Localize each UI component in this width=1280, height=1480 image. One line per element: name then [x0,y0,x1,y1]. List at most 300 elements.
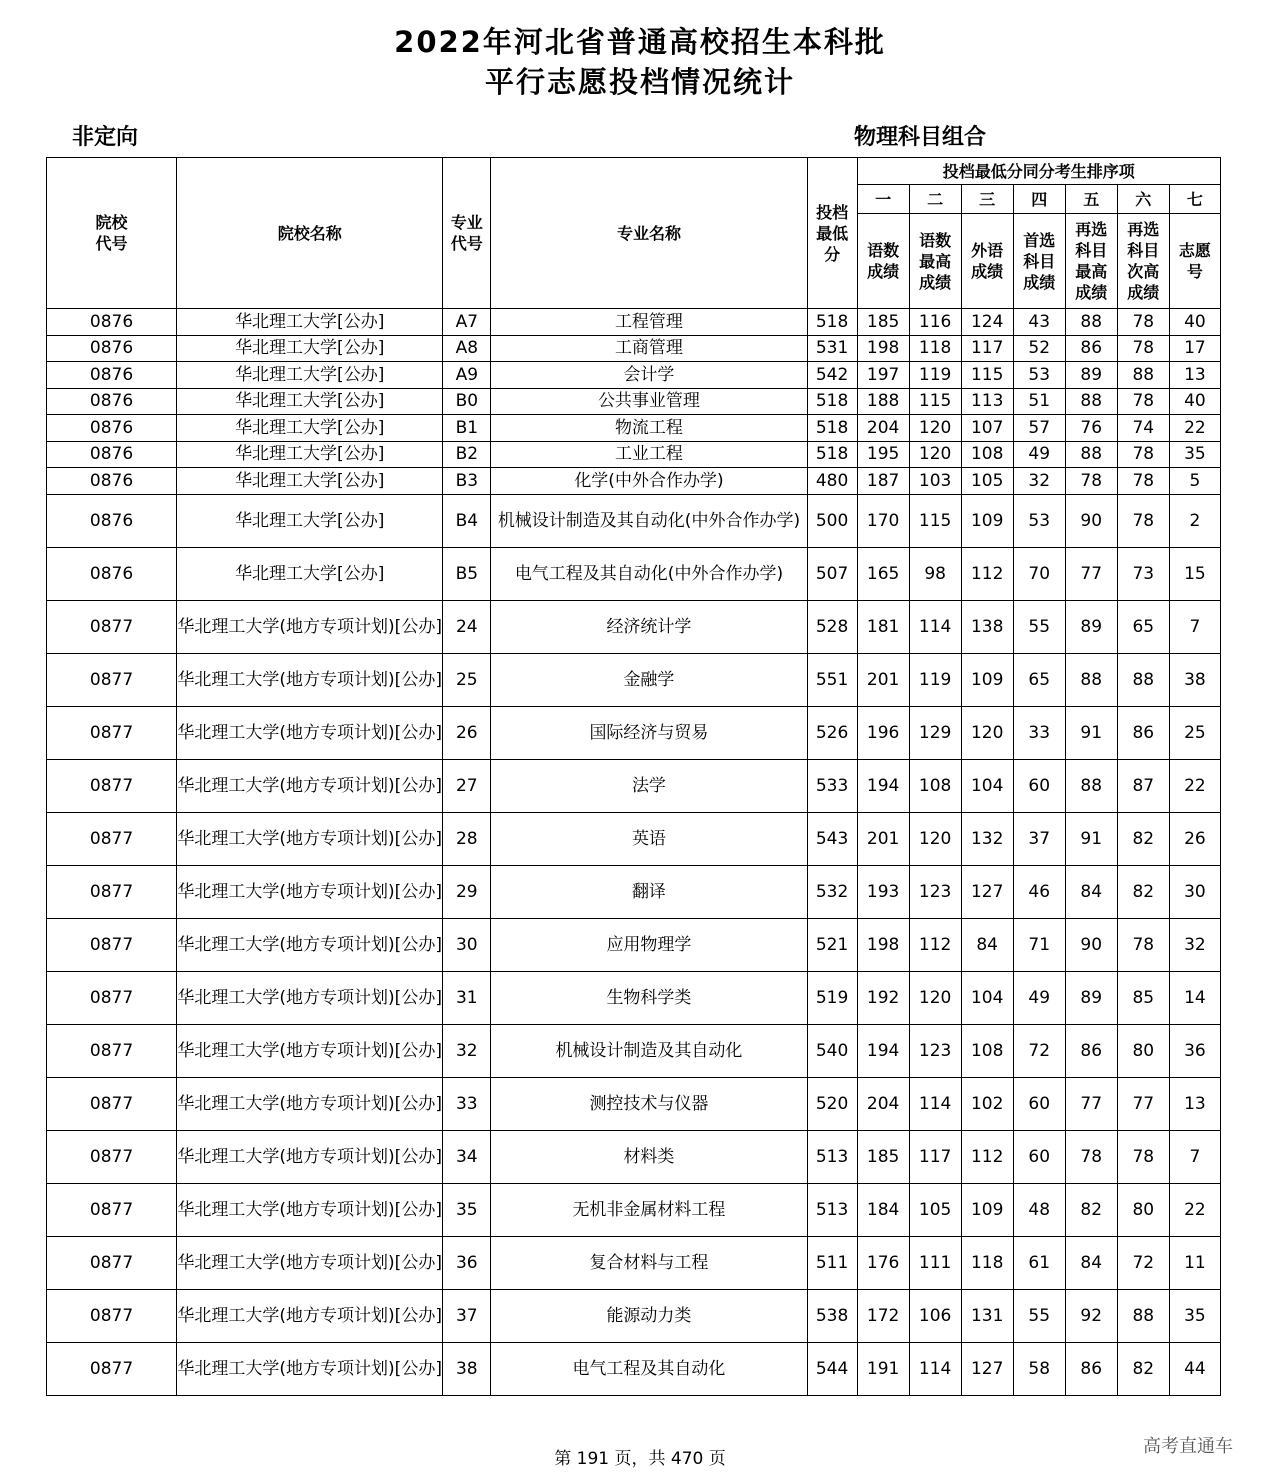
cell-major-code: B4 [443,494,491,547]
cell-school-code: 0876 [47,415,177,442]
cell-v6: 78 [1117,309,1169,336]
cell-min-score: 544 [807,1342,857,1395]
table-row [47,865,1221,918]
cell-major-name: 工程管理 [491,309,807,336]
cell-school-code: 0877 [47,918,177,971]
cell-v5: 92 [1065,1289,1117,1342]
cell-v1: 194 [857,1024,909,1077]
cell-min-score: 518 [807,309,857,336]
cell-v6: 85 [1117,971,1169,1024]
header-rank-item: 志愿号 [1169,214,1220,309]
cell-min-score: 520 [807,1077,857,1130]
cell-min-score: 480 [807,468,857,495]
cell-v4: 53 [1013,362,1065,389]
cell-v6: 82 [1117,865,1169,918]
cell-v2: 118 [909,335,961,362]
cell-school-code: 0877 [47,971,177,1024]
table-row [47,600,1221,653]
cell-major-name: 复合材料与工程 [491,1236,807,1289]
cell-v1: 176 [857,1236,909,1289]
cell-school-name: 华北理工大学(地方专项计划)[公办] [177,1289,443,1342]
cell-v4: 55 [1013,1289,1065,1342]
cell-v3: 112 [961,547,1013,600]
cell-min-score: 540 [807,1024,857,1077]
cell-min-score: 513 [807,1183,857,1236]
cell-v1: 181 [857,600,909,653]
cell-v5: 89 [1065,362,1117,389]
cell-v6: 88 [1117,362,1169,389]
cell-v6: 80 [1117,1024,1169,1077]
cell-major-name: 化学(中外合作办学) [491,468,807,495]
header-school-name: 院校名称 [177,158,443,309]
cell-major-name: 工业工程 [491,441,807,468]
table-row [47,706,1221,759]
table-row [47,812,1221,865]
cell-v6: 78 [1117,1130,1169,1183]
table-row [47,918,1221,971]
cell-major-name: 电气工程及其自动化 [491,1342,807,1395]
cell-v3: 102 [961,1077,1013,1130]
cell-v4: 60 [1013,1077,1065,1130]
cell-v4: 71 [1013,918,1065,971]
cell-school-code: 0877 [47,1289,177,1342]
cell-v1: 198 [857,918,909,971]
cell-v4: 32 [1013,468,1065,495]
header-school-code: 院校代号 [47,158,177,309]
cell-major-code: 30 [443,918,491,971]
subject-group-label: 物理科目组合 [854,125,987,150]
cell-v1: 170 [857,494,909,547]
cell-v3: 132 [961,812,1013,865]
cell-v3: 84 [961,918,1013,971]
table-row [47,494,1221,547]
cell-v4: 46 [1013,865,1065,918]
cell-v3: 118 [961,1236,1013,1289]
cell-v5: 91 [1065,812,1117,865]
cell-major-name: 会计学 [491,362,807,389]
cell-v7: 44 [1169,1342,1220,1395]
cell-school-code: 0877 [47,812,177,865]
cell-v2: 119 [909,653,961,706]
cell-v2: 123 [909,1024,961,1077]
cell-school-name: 华北理工大学(地方专项计划)[公办] [177,1342,443,1395]
cell-v7: 22 [1169,759,1220,812]
cell-v5: 82 [1065,1183,1117,1236]
cell-v2: 108 [909,759,961,812]
cell-major-code: 36 [443,1236,491,1289]
cell-v4: 60 [1013,1130,1065,1183]
cell-major-code: A7 [443,309,491,336]
cell-v1: 184 [857,1183,909,1236]
cell-v6: 65 [1117,600,1169,653]
cell-v3: 108 [961,1024,1013,1077]
cell-v5: 84 [1065,1236,1117,1289]
cell-major-code: 26 [443,706,491,759]
cell-v5: 86 [1065,1024,1117,1077]
cell-major-name: 经济统计学 [491,600,807,653]
cell-v2: 114 [909,1342,961,1395]
cell-school-code: 0876 [47,309,177,336]
cell-v4: 49 [1013,971,1065,1024]
cell-major-name: 公共事业管理 [491,388,807,415]
cell-school-name: 华北理工大学(地方专项计划)[公办] [177,865,443,918]
cell-v3: 109 [961,1183,1013,1236]
cell-v4: 37 [1013,812,1065,865]
cell-v6: 87 [1117,759,1169,812]
cell-v5: 76 [1065,415,1117,442]
cell-school-name: 华北理工大学(地方专项计划)[公办] [177,1024,443,1077]
table-row [47,1077,1221,1130]
cell-school-name: 华北理工大学[公办] [177,309,443,336]
cell-v6: 88 [1117,1289,1169,1342]
cell-major-code: 24 [443,600,491,653]
cell-school-name: 华北理工大学(地方专项计划)[公办] [177,653,443,706]
cell-major-name: 机械设计制造及其自动化(中外合作办学) [491,494,807,547]
cell-min-score: 551 [807,653,857,706]
cell-v6: 80 [1117,1183,1169,1236]
cell-v6: 82 [1117,1342,1169,1395]
cell-major-code: B3 [443,468,491,495]
cell-v1: 204 [857,1077,909,1130]
cell-v3: 109 [961,653,1013,706]
table-row [47,1342,1221,1395]
table-row [47,653,1221,706]
cell-min-score: 521 [807,918,857,971]
cell-major-name: 材料类 [491,1130,807,1183]
cell-v2: 120 [909,415,961,442]
cell-v6: 78 [1117,468,1169,495]
cell-v4: 72 [1013,1024,1065,1077]
cell-v4: 70 [1013,547,1065,600]
table-row [47,309,1221,336]
cell-major-name: 英语 [491,812,807,865]
cell-v5: 88 [1065,388,1117,415]
cell-v3: 105 [961,468,1013,495]
cell-v7: 22 [1169,1183,1220,1236]
cell-major-code: A9 [443,362,491,389]
cell-min-score: 511 [807,1236,857,1289]
cell-v1: 187 [857,468,909,495]
cell-v4: 51 [1013,388,1065,415]
cell-v7: 14 [1169,971,1220,1024]
cell-major-code: 37 [443,1289,491,1342]
cell-v7: 5 [1169,468,1220,495]
cell-v5: 86 [1065,335,1117,362]
cell-min-score: 528 [807,600,857,653]
table-row [47,759,1221,812]
cell-school-code: 0877 [47,600,177,653]
header-rank-item: 外语成绩 [961,214,1013,309]
cell-v5: 90 [1065,918,1117,971]
header-rank-item: 首选科目成绩 [1013,214,1065,309]
cell-major-name: 法学 [491,759,807,812]
cell-school-name: 华北理工大学(地方专项计划)[公办] [177,706,443,759]
cell-major-name: 金融学 [491,653,807,706]
header-major-code: 专业代号 [443,158,491,309]
cell-min-score: 538 [807,1289,857,1342]
cell-v5: 86 [1065,1342,1117,1395]
cell-v2: 123 [909,865,961,918]
cell-v7: 32 [1169,918,1220,971]
cell-v4: 60 [1013,759,1065,812]
header-rank: 三 [961,185,1013,214]
cell-v3: 124 [961,309,1013,336]
cell-major-code: 34 [443,1130,491,1183]
cell-min-score: 519 [807,971,857,1024]
cell-v4: 52 [1013,335,1065,362]
cell-v2: 117 [909,1130,961,1183]
cell-v1: 196 [857,706,909,759]
cell-school-name: 华北理工大学(地方专项计划)[公办] [177,1130,443,1183]
cell-major-code: 27 [443,759,491,812]
cell-v2: 120 [909,441,961,468]
cell-school-name: 华北理工大学[公办] [177,441,443,468]
cell-v7: 2 [1169,494,1220,547]
cell-v2: 98 [909,547,961,600]
cell-major-code: B5 [443,547,491,600]
cell-v6: 82 [1117,812,1169,865]
cell-school-name: 华北理工大学[公办] [177,415,443,442]
cell-v7: 25 [1169,706,1220,759]
cell-school-code: 0877 [47,1183,177,1236]
cell-v7: 38 [1169,653,1220,706]
cell-min-score: 513 [807,1130,857,1183]
cell-school-code: 0877 [47,1130,177,1183]
page-title-line2: 平行志愿投档情况统计 [484,65,795,99]
cell-v4: 65 [1013,653,1065,706]
cell-v2: 119 [909,362,961,389]
cell-v3: 120 [961,706,1013,759]
cell-v3: 113 [961,388,1013,415]
cell-major-code: 29 [443,865,491,918]
cell-v6: 78 [1117,494,1169,547]
cell-min-score: 526 [807,706,857,759]
cell-v2: 120 [909,812,961,865]
cell-v3: 127 [961,1342,1013,1395]
cell-min-score: 532 [807,865,857,918]
cell-school-code: 0876 [47,335,177,362]
cell-v3: 104 [961,759,1013,812]
page-title-line1: 2022年河北省普通高校招生本科批 [394,25,886,59]
category-label: 非定向 [72,125,139,150]
cell-major-name: 翻译 [491,865,807,918]
cell-v5: 88 [1065,309,1117,336]
cell-school-name: 华北理工大学(地方专项计划)[公办] [177,812,443,865]
table-row [47,1236,1221,1289]
cell-v5: 89 [1065,600,1117,653]
table-row [47,971,1221,1024]
cell-v2: 120 [909,971,961,1024]
page-footer: 第 191 页，共 470 页 [554,1449,726,1469]
header-rank-item: 再选科目次高成绩 [1117,214,1169,309]
cell-v5: 88 [1065,759,1117,812]
cell-v4: 57 [1013,415,1065,442]
cell-school-code: 0876 [47,362,177,389]
cell-v2: 111 [909,1236,961,1289]
cell-min-score: 518 [807,388,857,415]
cell-v6: 88 [1117,653,1169,706]
table-row [47,415,1221,442]
cell-major-code: 33 [443,1077,491,1130]
cell-major-name: 能源动力类 [491,1289,807,1342]
cell-v2: 106 [909,1289,961,1342]
cell-major-name: 电气工程及其自动化(中外合作办学) [491,547,807,600]
cell-school-name: 华北理工大学[公办] [177,494,443,547]
cell-major-name: 机械设计制造及其自动化 [491,1024,807,1077]
cell-school-code: 0876 [47,388,177,415]
table-row [47,1289,1221,1342]
cell-school-code: 0876 [47,494,177,547]
table-row [47,468,1221,495]
cell-v5: 88 [1065,653,1117,706]
cell-school-name: 华北理工大学[公办] [177,388,443,415]
cell-school-name: 华北理工大学(地方专项计划)[公办] [177,918,443,971]
cell-major-name: 测控技术与仪器 [491,1077,807,1130]
cell-v1: 204 [857,415,909,442]
table-row [47,1130,1221,1183]
cell-v4: 43 [1013,309,1065,336]
watermark: 高考直通车 [1143,1436,1233,1457]
cell-v5: 88 [1065,441,1117,468]
cell-major-code: B1 [443,415,491,442]
cell-v1: 201 [857,812,909,865]
cell-min-score: 518 [807,415,857,442]
table-row [47,1024,1221,1077]
cell-v2: 103 [909,468,961,495]
cell-v1: 185 [857,309,909,336]
cell-v4: 58 [1013,1342,1065,1395]
cell-v3: 115 [961,362,1013,389]
cell-v4: 61 [1013,1236,1065,1289]
cell-v2: 105 [909,1183,961,1236]
cell-school-name: 华北理工大学[公办] [177,335,443,362]
cell-v5: 77 [1065,547,1117,600]
cell-v1: 165 [857,547,909,600]
cell-v1: 201 [857,653,909,706]
cell-school-name: 华北理工大学[公办] [177,468,443,495]
cell-school-name: 华北理工大学(地方专项计划)[公办] [177,1183,443,1236]
cell-major-code: 31 [443,971,491,1024]
cell-v3: 108 [961,441,1013,468]
cell-v7: 15 [1169,547,1220,600]
header-rank: 二 [909,185,961,214]
cell-major-name: 物流工程 [491,415,807,442]
cell-school-name: 华北理工大学(地方专项计划)[公办] [177,759,443,812]
cell-v1: 185 [857,1130,909,1183]
admission-table [46,157,1221,1396]
cell-min-score: 518 [807,441,857,468]
table-row [47,362,1221,389]
cell-v7: 17 [1169,335,1220,362]
cell-v5: 90 [1065,494,1117,547]
cell-v3: 104 [961,971,1013,1024]
header-rank: 七 [1169,185,1220,214]
cell-v1: 192 [857,971,909,1024]
cell-v1: 191 [857,1342,909,1395]
cell-v3: 107 [961,415,1013,442]
cell-school-code: 0876 [47,441,177,468]
header-rank: 五 [1065,185,1117,214]
cell-v3: 127 [961,865,1013,918]
table-row [47,1183,1221,1236]
cell-v2: 114 [909,1077,961,1130]
cell-v2: 115 [909,494,961,547]
cell-v7: 11 [1169,1236,1220,1289]
cell-major-code: A8 [443,335,491,362]
cell-v5: 77 [1065,1077,1117,1130]
cell-v2: 129 [909,706,961,759]
cell-school-code: 0876 [47,547,177,600]
header-rank-item: 语数最高成绩 [909,214,961,309]
cell-v7: 30 [1169,865,1220,918]
cell-v7: 26 [1169,812,1220,865]
cell-major-name: 工商管理 [491,335,807,362]
cell-v6: 78 [1117,335,1169,362]
cell-v5: 91 [1065,706,1117,759]
cell-v5: 78 [1065,468,1117,495]
cell-v6: 73 [1117,547,1169,600]
cell-v7: 13 [1169,1077,1220,1130]
cell-v6: 86 [1117,706,1169,759]
header-rank-item: 语数成绩 [857,214,909,309]
cell-school-name: 华北理工大学[公办] [177,547,443,600]
cell-v1: 197 [857,362,909,389]
cell-v7: 22 [1169,415,1220,442]
cell-major-code: B2 [443,441,491,468]
cell-major-code: 35 [443,1183,491,1236]
cell-major-name: 生物科学类 [491,971,807,1024]
cell-v1: 194 [857,759,909,812]
cell-v7: 35 [1169,1289,1220,1342]
header-rank-item: 再选科目最高成绩 [1065,214,1117,309]
cell-major-name: 应用物理学 [491,918,807,971]
cell-school-code: 0876 [47,468,177,495]
cell-min-score: 542 [807,362,857,389]
cell-v6: 72 [1117,1236,1169,1289]
cell-v1: 172 [857,1289,909,1342]
cell-v3: 117 [961,335,1013,362]
cell-v4: 55 [1013,600,1065,653]
header-rank: 四 [1013,185,1065,214]
cell-major-code: 32 [443,1024,491,1077]
cell-v7: 35 [1169,441,1220,468]
cell-school-code: 0877 [47,653,177,706]
header-min-score: 投档最低分 [807,158,857,309]
cell-min-score: 531 [807,335,857,362]
cell-v1: 198 [857,335,909,362]
cell-v6: 78 [1117,441,1169,468]
cell-v3: 109 [961,494,1013,547]
cell-v3: 112 [961,1130,1013,1183]
cell-v1: 188 [857,388,909,415]
cell-v7: 7 [1169,1130,1220,1183]
cell-school-code: 0877 [47,759,177,812]
cell-school-code: 0877 [47,1236,177,1289]
header-major-name: 专业名称 [491,158,807,309]
cell-v7: 40 [1169,388,1220,415]
cell-v7: 36 [1169,1024,1220,1077]
cell-school-name: 华北理工大学(地方专项计划)[公办] [177,1077,443,1130]
cell-major-code: 28 [443,812,491,865]
cell-school-code: 0877 [47,706,177,759]
cell-school-code: 0877 [47,1342,177,1395]
cell-v1: 195 [857,441,909,468]
cell-min-score: 543 [807,812,857,865]
cell-min-score: 500 [807,494,857,547]
cell-v5: 78 [1065,1130,1117,1183]
cell-v2: 114 [909,600,961,653]
cell-v4: 49 [1013,441,1065,468]
